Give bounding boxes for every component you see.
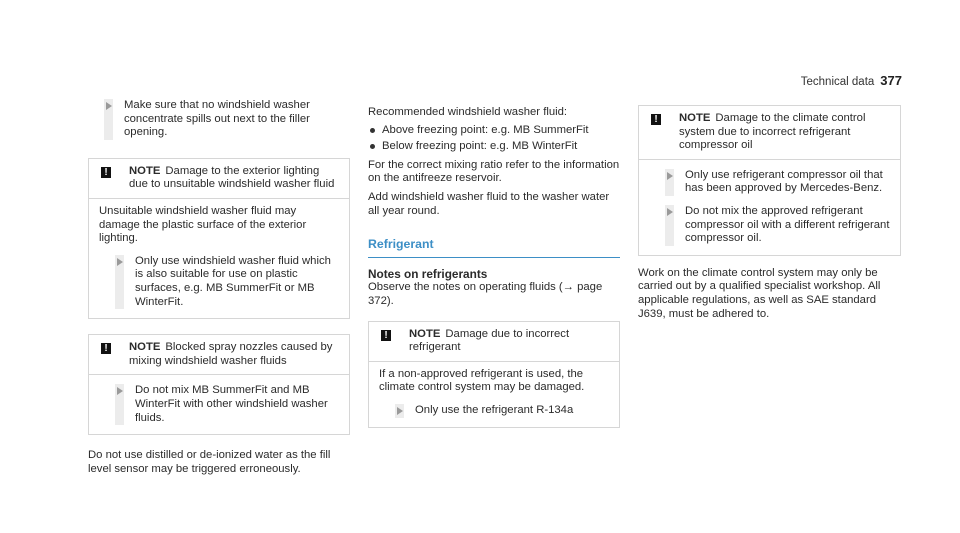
note-step — [99, 255, 339, 309]
note-box-incorrect-refrigerant — [368, 321, 620, 428]
step-text: Only use refrigerant compressor oil that has been approved by Mercedes-Benz. — [685, 168, 883, 195]
note-step — [649, 205, 890, 246]
note-box-exterior-lighting — [88, 158, 350, 319]
note-body — [369, 361, 619, 427]
note-box-compressor-oil — [638, 105, 901, 256]
exclamation-icon: ! — [651, 114, 661, 125]
note-body — [89, 198, 349, 318]
step-arrow-icon — [117, 387, 123, 395]
note-title: Damage due to incorrect refrigerant — [409, 327, 570, 354]
page-header — [801, 74, 902, 90]
note-step — [379, 404, 609, 418]
exclamation-icon: ! — [381, 330, 391, 341]
list-item — [368, 124, 620, 138]
step-text: Make sure that no windshield washer concentrate spills out next to the filler opening. — [124, 99, 310, 139]
bullet-dot-icon — [370, 144, 375, 149]
list-item-text: Below freezing point: e.g. MB WinterFit — [382, 140, 578, 153]
note-label: NOTE — [409, 327, 441, 340]
note-body — [89, 374, 349, 434]
column-left — [88, 99, 350, 476]
note-header — [89, 335, 349, 374]
note-title: Damage to the climate control system due to incorrect refrigerant compressor oil — [679, 112, 866, 152]
exclamation-icon: ! — [101, 167, 111, 178]
note-header — [369, 322, 619, 361]
note-label: NOTE — [129, 164, 161, 177]
note-body-text: Unsuitable windshield washer fluid may damage the plastic surface of the exterior lighting. — [99, 204, 307, 245]
note-header — [639, 106, 900, 159]
bullet-dot-icon — [370, 128, 375, 133]
step-text: Only use the refrigerant R-134a — [415, 403, 574, 416]
note-step — [99, 384, 339, 425]
bullet-list — [368, 124, 620, 154]
step-arrow-icon — [117, 258, 123, 266]
note-body-text: If a non-approved refrigerant is used, the climate control system may be damaged. — [379, 367, 585, 394]
exclamation-icon: ! — [101, 343, 111, 354]
step-arrow-icon — [667, 172, 673, 180]
step-text: Do not mix the approved refrigerant compressor oil with a different refrigerant compressor oil. — [685, 204, 890, 245]
note-title: Damage to the exterior lighting due to unsuitable windshield washer fluid — [129, 164, 335, 191]
list-item — [368, 140, 620, 154]
note-box-spray-nozzles — [88, 334, 350, 435]
para-recommended-fluid: Recommended windshield washer fluid: — [368, 106, 568, 118]
list-item-text: Above freezing point: e.g. MB SummerFit — [382, 123, 589, 136]
para-observe-notes: Observe the notes on operating fluids (→ page 372). — [368, 281, 603, 307]
sub-heading-notes-refrigerants: Notes on refrigerants — [368, 266, 488, 281]
note-body — [639, 159, 900, 255]
note-step — [649, 169, 890, 196]
section-heading-refrigerant: Refrigerant — [368, 238, 620, 258]
note-label: NOTE — [679, 112, 711, 124]
page-number: 377 — [880, 73, 902, 88]
step-text: Only use windshield washer fluid which is also suitable for use on plastic surfaces, e.g. MB SummerFit or MB WinterFit. — [135, 254, 331, 308]
note-header — [89, 159, 349, 198]
section-title-header: Technical data — [800, 76, 875, 88]
step-text: Do not mix MB SummerFit and MB WinterFit with other windshield washer fluids. — [135, 384, 328, 424]
column-right — [638, 105, 901, 321]
note-title: Blocked spray nozzles caused by mixing windshield washer fluids — [129, 341, 333, 367]
para-mixing-ratio: For the correct mixing ratio refer to the information on the antifreeze reservoir. — [368, 158, 620, 185]
column-middle — [368, 106, 620, 428]
para-distilled-water: Do not use distilled or de-ionized water as the fill level sensor may be triggered erroneously. — [88, 449, 331, 475]
step-arrow-icon — [106, 102, 112, 110]
para-add-fluid: Add windshield washer fluid to the washer water all year round. — [368, 190, 610, 217]
step-arrow-icon — [397, 407, 403, 415]
step-arrow-icon — [667, 208, 673, 216]
para-qualified-workshop: Work on the climate control system may only be carried out by a qualified specialist workshop. All applicable regulations, as well as SAE standard J639, must be adhered to. — [638, 266, 881, 320]
step-filler-opening — [88, 99, 350, 140]
note-label: NOTE — [129, 341, 161, 354]
